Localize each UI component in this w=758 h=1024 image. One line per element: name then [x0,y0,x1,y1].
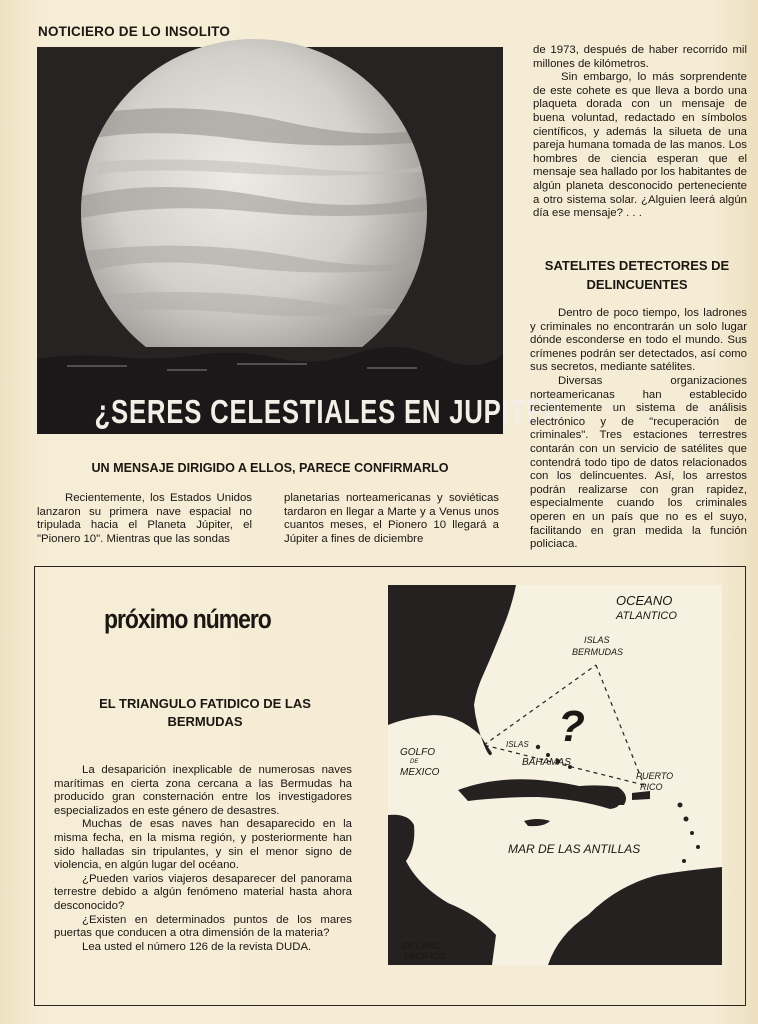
jupiter-col-2 [284,492,499,546]
paragraph: planetarias norteamericanas y soviéticas tardaron en llegar a Marte y a Venus unos cuantos meses, el Pionero 10 llegará a Júpiter a fines de diciembre [284,492,499,545]
paragraph: Dentro de poco tiempo, los ladrones y criminales no encontrarán un solo lugar dónde esconderse en todo el mundo. Sus crímenes podrán ser detectados, así como sus secretos, mediante satélites. [530,307,747,374]
paragraph: ¿Existen en determinados puntos de los mares puertas que conducen a otra dimensión de la materia? [54,913,352,940]
paragraph: Diversas organizaciones norteamericanas han establecido recientemente un sistema de análisis electrónico y de "recuperación de criminales". Tres estaciones terrestres contarán con un servicio de satélites que contendrá todo tipo de datos relacionados con los delincuentes. Así, los arrestos podrán realizarse con gran rapidez, especialmente cuando los criminales operen en un país que no es el suyo, facilitando en gran medida la función policiaca. [530,374,747,551]
map-label-bermudas: ISLAS [584,635,610,645]
section-header: NOTICIERO DE LO INSOLITO [38,24,231,39]
paragraph: Lea usted el número 126 de la revista DUDA. [82,940,312,953]
map-label-gulf: MEXICO [400,767,440,778]
paragraph: La desaparición inexplicable de numerosas naves marítimas en cierta zona cercana a las Bermudas ha producido gran consternación entre los investigadores especializados en este género de desastres. [54,764,352,817]
map-label-antilles: MAR DE LAS ANTILLAS [508,842,641,856]
jupiter-col-1 [37,492,252,546]
map-label-gulf: DE [410,759,419,765]
map-label-bahamas: ISLAS [506,740,529,749]
map-label-puerto-rico: PUERTO [636,771,674,781]
map-label-puerto-rico: RICO [640,782,663,792]
map-label-bermudas: BERMUDAS [572,647,624,657]
map-label-atlantic: OCEANO [616,593,673,608]
jupiter-photo [37,47,588,434]
paragraph: Muchas de esas naves han desaparecido en la misma fecha, en la misma región, y posteriormente han sido halladas sin tripulantes, y sin el menor signo de violencia, en algún lugar del océano. [54,818,352,872]
map-label-atlantic: ATLANTICO [616,610,677,622]
paragraph: ¿Pueden varios viajeros desaparecer del panorama terrestre debido a algún fenómeno material hasta ahora desconocido? [54,872,352,912]
map-label-bahamas: BAHAMAS [522,757,571,768]
paragraph: de 1973, después de haber recorrido mil millones de kilómetros. [533,44,747,70]
photo-headline: ¿SERES CELESTIALES EN JUPITER ? [94,393,588,430]
map-label-gulf: GOLFO [400,747,436,758]
bermuda-body [54,764,352,954]
jupiter-planet-image [37,47,588,434]
map-label-pacific: PACIFICO [404,951,446,961]
satellites-body [530,307,747,552]
bermuda-triangle-map [388,585,722,965]
jupiter-subtitle: UN MENSAJE DIRIGIDO A ELLOS, PARECE CONFIRMARLO [91,461,449,475]
bermuda-title: EL TRIANGULO FATIDICO DE LAS BERMUDAS [99,696,311,729]
paragraph: Sin embargo, lo más sorprendente de este cohete es que lleva a bordo una plaqueta dorada con un mensaje de buena voluntad, redactado en símbolos científicos, y además la silueta de una pareja humana tomada de las manos. Los hombres de ciencia esperan que el mensaje sea hallado por los habitantes de algún planeta desconocido perteneciente a otro sistema solar. ¿Alguien leerá algún día ese mensaje? . . . [533,71,747,220]
map-label-pacific: OCEANO [402,941,442,951]
satellites-title: SATELITES DETECTORES DE DELINCUENTES [544,258,730,292]
next-issue-banner: próximo número [104,604,271,634]
paragraph: Recientemente, los Estados Unidos lanzaron su primera nave espacial no tripulada hacia el Planeta Júpiter, el "Pionero 10". Mientras que las sondas [37,492,252,545]
right-column-top [533,44,747,221]
question-mark-icon: ? [558,702,585,751]
